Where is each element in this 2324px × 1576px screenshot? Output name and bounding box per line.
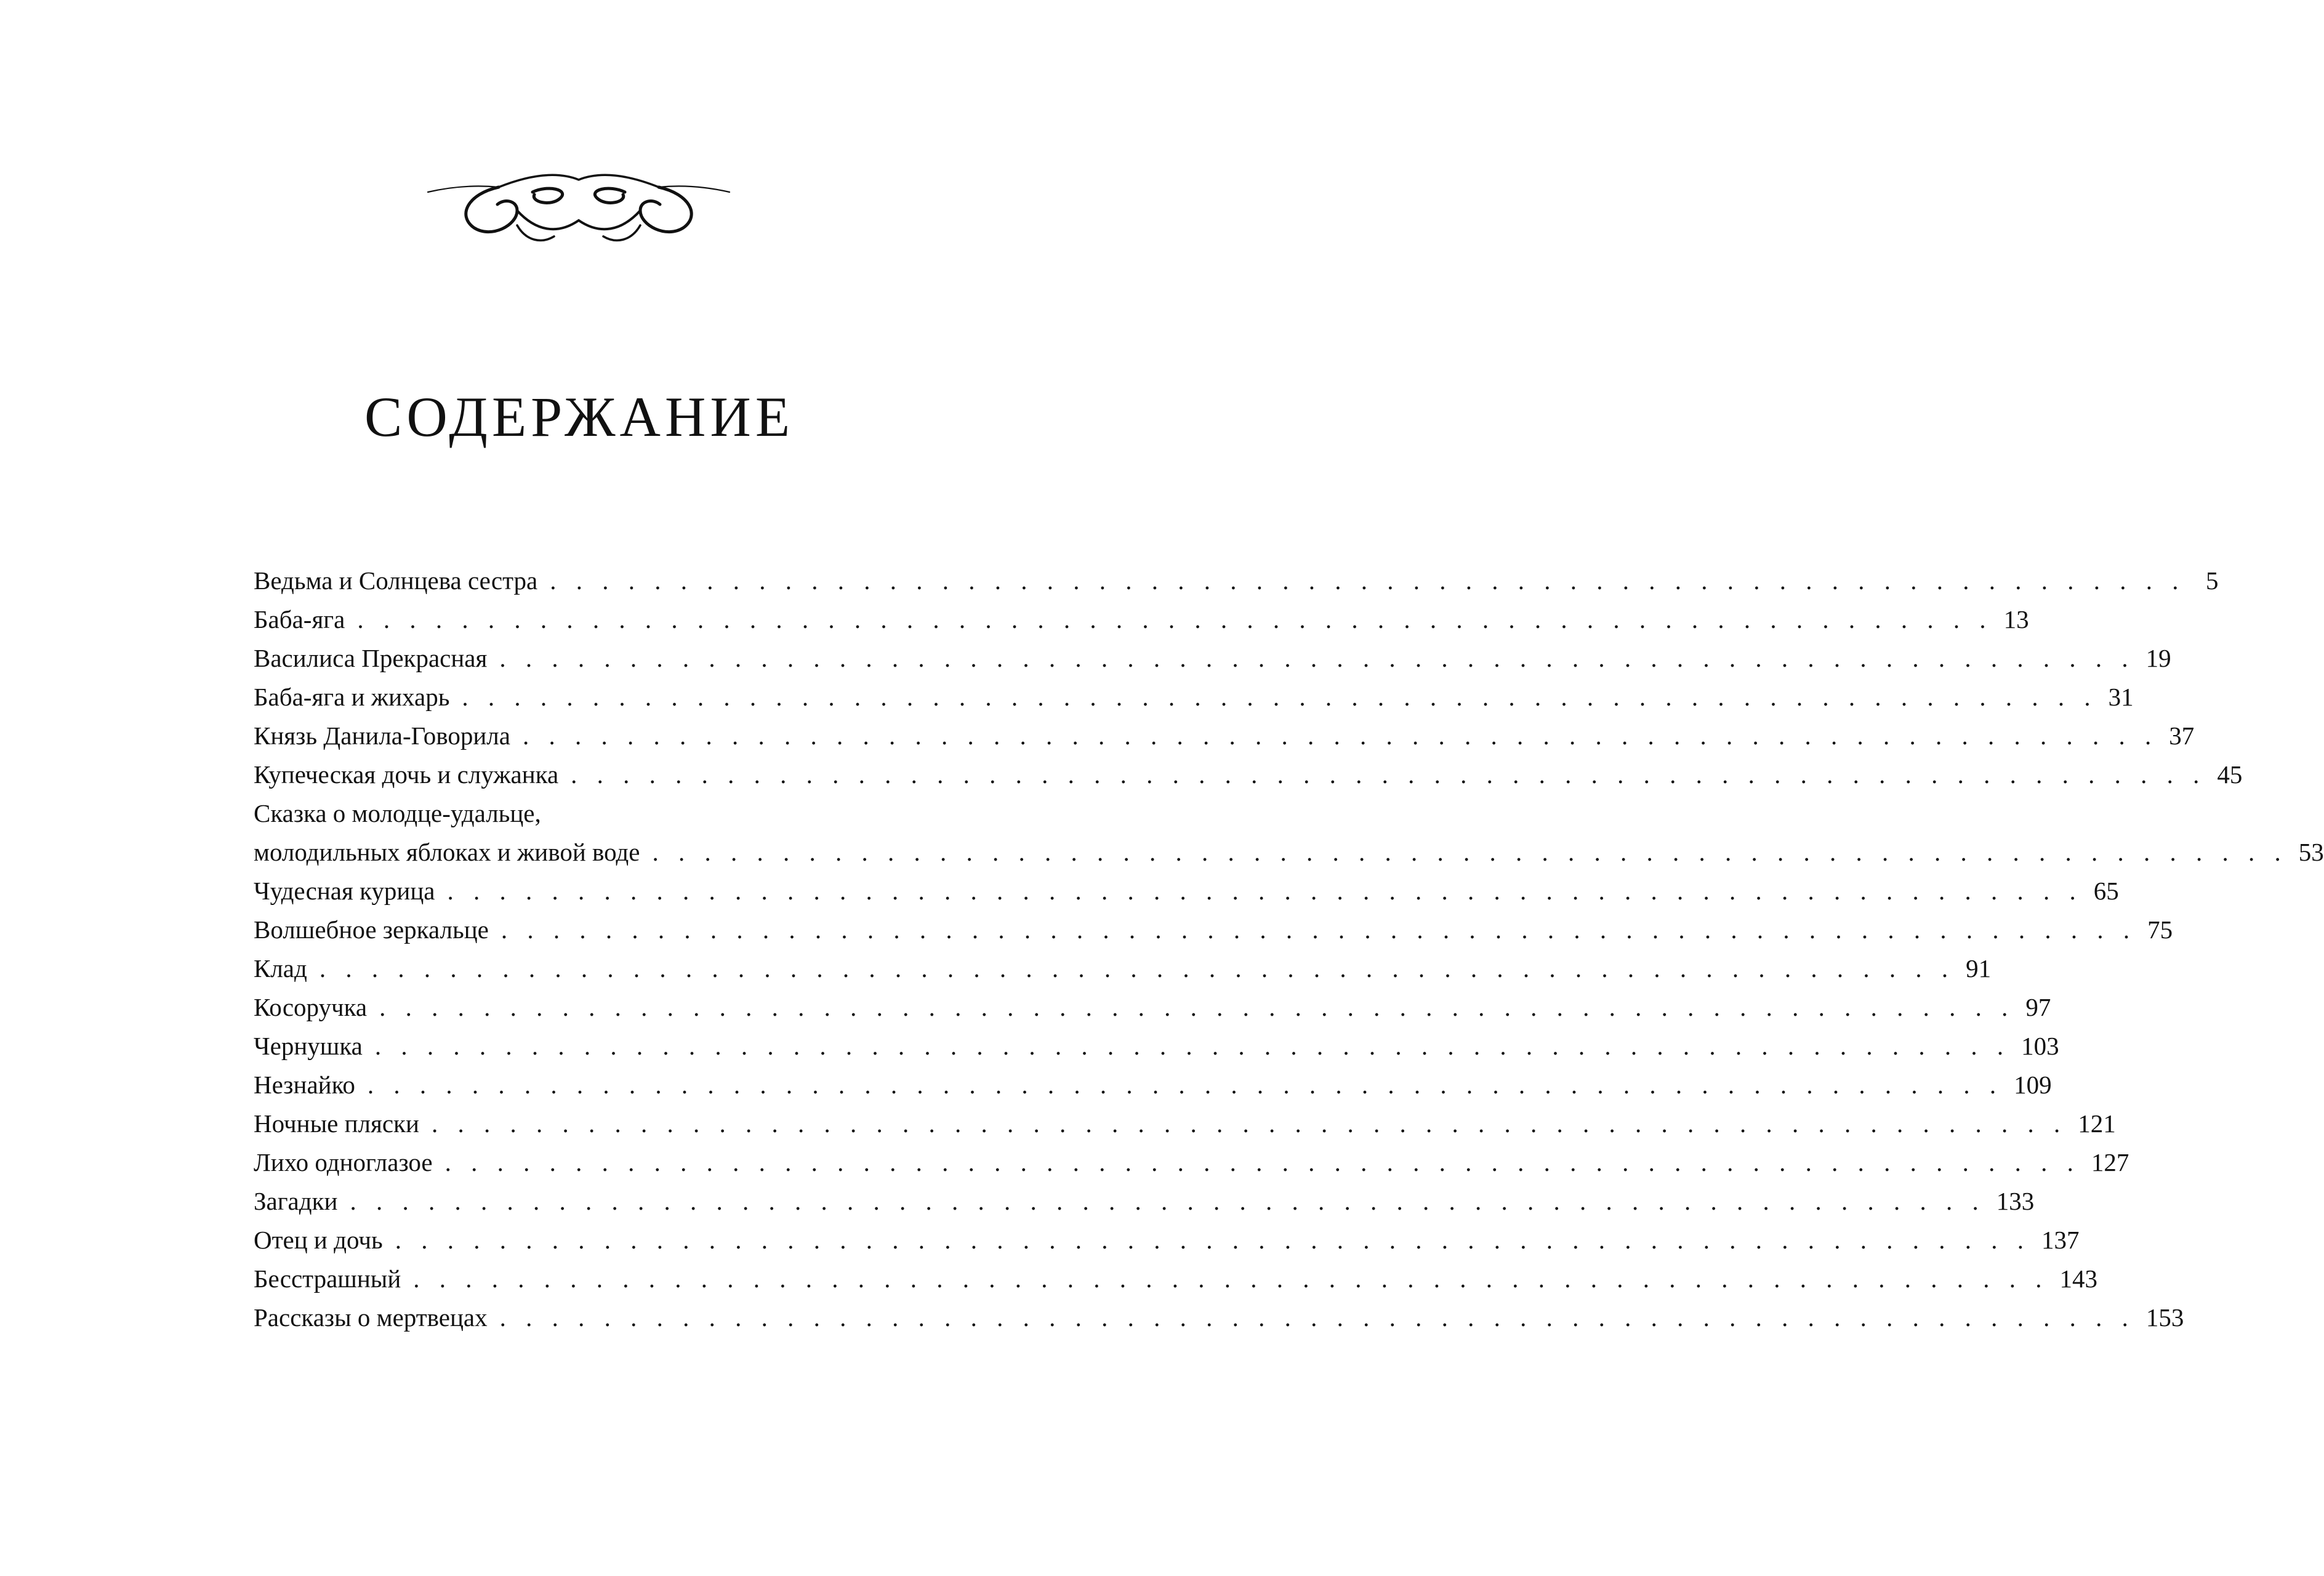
toc-entry-title: Чернушка: [254, 1032, 363, 1060]
toc-entry-title: Купеческая дочь и служанка: [254, 760, 559, 789]
page-title: СОДЕРЖАНИЕ: [364, 385, 795, 448]
toc-page-number: 109: [2014, 1071, 2052, 1099]
toc-dot-leader: . . . . . . . . . . . . . . . . . . . . . . . . . . . . . . . . . . . . . . . . . . . . . . . . . . . . . . . . . . . . . . .: [499, 1303, 2135, 1332]
toc-dot-leader: . . . . . . . . . . . . . . . . . . . . . . . . . . . . . . . . . . . . . . . . . . . . . . . . . . . . . . . . . . . . . . .: [462, 683, 2097, 711]
toc-page-number: 133: [1996, 1187, 2035, 1215]
toc-page-number: 45: [2217, 760, 2243, 789]
toc-entry[interactable]: [254, 1298, 2184, 1337]
toc-dot-leader: . . . . . . . . . . . . . . . . . . . . . . . . . . . . . . . . . . . . . . . . . . . . . . . . . . . . . . . . . . . . . . .: [447, 877, 2083, 905]
toc-entry[interactable]: [254, 717, 2195, 755]
decorative-flourish: [425, 166, 733, 246]
toc-entry-title: молодильных яблоках и живой воде: [254, 838, 640, 866]
toc-dot-leader: . . . . . . . . . . . . . . . . . . . . . . . . . . . . . . . . . . . . . . . . . . . . . . . . . . . . . . . . . . . . . . .: [522, 722, 2158, 750]
toc-dot-leader: . . . . . . . . . . . . . . . . . . . . . . . . . . . . . . . . . . . . . . . . . . . . . . . . . . . . . . . . . . . . . . .: [413, 1264, 2049, 1293]
flourish-ornament-icon: [425, 166, 733, 246]
toc-page-number: 37: [2169, 722, 2195, 750]
toc-entry[interactable]: [254, 639, 2171, 678]
toc-entry[interactable]: [254, 911, 2173, 949]
toc-page-number: 91: [1966, 954, 1992, 983]
toc-entry[interactable]: [254, 1027, 2059, 1066]
toc-page-number: 13: [2003, 605, 2029, 633]
toc-page-number: 121: [2078, 1109, 2116, 1138]
toc-page-number: 103: [2021, 1032, 2059, 1060]
toc-entry-title: Баба-яга и жихарь: [254, 683, 450, 711]
toc-page-number: 5: [2205, 566, 2219, 595]
toc-dot-leader: . . . . . . . . . . . . . . . . . . . . . . . . . . . . . . . . . . . . . . . . . . . . . . . . . . . . . . . . . . . . . . .: [367, 1071, 2003, 1099]
toc-dot-leader: . . . . . . . . . . . . . . . . . . . . . . . . . . . . . . . . . . . . . . . . . . . . . . . . . . . . . . . . . . . . . . .: [379, 993, 2015, 1021]
toc-entry-title: Ночные пляски: [254, 1109, 419, 1138]
toc-entry-title: Василиса Прекрасная: [254, 644, 488, 672]
toc-dot-leader: . . . . . . . . . . . . . . . . . . . . . . . . . . . . . . . . . . . . . . . . . . . . . . . . . . . . . . . . . . . . . . .: [550, 566, 2185, 595]
toc-entry-title: Клад: [254, 954, 307, 983]
toc-entry[interactable]: [254, 1182, 2035, 1221]
toc-page-number: 75: [2147, 915, 2173, 944]
toc-dot-leader: . . . . . . . . . . . . . . . . . . . . . . . . . . . . . . . . . . . . . . . . . . . . . . . . . . . . . . . . . . . . . . .: [319, 954, 1955, 983]
toc-page-number: 65: [2093, 877, 2119, 905]
toc-page-number: 19: [2145, 644, 2171, 672]
toc-entry-title: Лихо одноглазое: [254, 1148, 433, 1176]
toc-entry[interactable]: [254, 1143, 2129, 1182]
toc-entry-title: Баба-яга: [254, 605, 345, 633]
toc-dot-leader: . . . . . . . . . . . . . . . . . . . . . . . . . . . . . . . . . . . . . . . . . . . . . . . . . . . . . . . . . . . . . . .: [501, 915, 2137, 944]
toc-entry[interactable]: [254, 872, 2119, 911]
toc-page-number: 143: [2059, 1264, 2098, 1293]
toc-entry[interactable]: [254, 949, 1992, 988]
toc-entry-title: Загадки: [254, 1187, 338, 1215]
toc-entry[interactable]: [254, 794, 2324, 872]
toc-dot-leader: . . . . . . . . . . . . . . . . . . . . . . . . . . . . . . . . . . . . . . . . . . . . . . . . . . . . . . . . . . . . . . .: [357, 605, 1993, 633]
toc-dot-leader: . . . . . . . . . . . . . . . . . . . . . . . . . . . . . . . . . . . . . . . . . . . . . . . . . . . . . . . . . . . . . . .: [571, 760, 2206, 789]
toc-dot-leader: . . . . . . . . . . . . . . . . . . . . . . . . . . . . . . . . . . . . . . . . . . . . . . . . . . . . . . . . . . . . . . .: [499, 644, 2135, 672]
toc-page-number: 137: [2041, 1226, 2080, 1254]
toc-entry-title: Чудесная курица: [254, 877, 435, 905]
toc-entry[interactable]: [254, 678, 2134, 717]
toc-page-number: 153: [2145, 1303, 2184, 1332]
toc-entry-title: Незнайко: [254, 1071, 355, 1099]
toc-dot-leader: . . . . . . . . . . . . . . . . . . . . . . . . . . . . . . . . . . . . . . . . . . . . . . . . . . . . . . . . . . . . . . .: [444, 1148, 2080, 1176]
toc-entry-title-line1: Сказка о молодце-удальце,: [254, 799, 541, 827]
toc-entry[interactable]: [254, 561, 2219, 600]
toc-dot-leader: . . . . . . . . . . . . . . . . . . . . . . . . . . . . . . . . . . . . . . . . . . . . . . . . . . . . . . . . . . . . . . .: [374, 1032, 2011, 1060]
toc-entry[interactable]: [254, 1260, 2098, 1298]
toc-dot-leader: . . . . . . . . . . . . . . . . . . . . . . . . . . . . . . . . . . . . . . . . . . . . . . . . . . . . . . . . . . . . . . .: [350, 1187, 1985, 1215]
toc-dot-leader: . . . . . . . . . . . . . . . . . . . . . . . . . . . . . . . . . . . . . . . . . . . . . . . . . . . . . . . . . . . . . . .: [431, 1109, 2067, 1138]
toc-page-number: 97: [2025, 993, 2051, 1021]
toc-entry-title: Бесстрашный: [254, 1264, 401, 1293]
toc-entry[interactable]: [254, 755, 2243, 794]
toc-entry-title: Рассказы о мертвецах: [254, 1303, 488, 1332]
toc-entry[interactable]: [254, 1066, 2052, 1104]
toc-entry[interactable]: [254, 600, 2029, 639]
toc-page-number: 127: [2091, 1148, 2129, 1176]
toc-entry-title: Ведьма и Солнцева сестра: [254, 566, 538, 595]
table-of-contents: [254, 561, 2324, 1337]
toc-page-number: 53: [2298, 838, 2324, 866]
toc-dot-leader: . . . . . . . . . . . . . . . . . . . . . . . . . . . . . . . . . . . . . . . . . . . . . . . . . . . . . . . . . . . . . . .: [395, 1226, 2030, 1254]
toc-dot-leader: . . . . . . . . . . . . . . . . . . . . . . . . . . . . . . . . . . . . . . . . . . . . . . . . . . . . . . . . . . . . . . .: [652, 838, 2288, 866]
toc-entry[interactable]: [254, 1104, 2116, 1143]
toc-entry-title: Волшебное зеркальце: [254, 915, 489, 944]
toc-entry-title: Отец и дочь: [254, 1226, 383, 1254]
toc-page-number: 31: [2108, 683, 2134, 711]
toc-entry-title: Князь Данила-Говорила: [254, 722, 510, 750]
toc-entry[interactable]: [254, 1221, 2080, 1260]
toc-entry-title: Косоручка: [254, 993, 368, 1021]
toc-entry[interactable]: [254, 988, 2051, 1027]
